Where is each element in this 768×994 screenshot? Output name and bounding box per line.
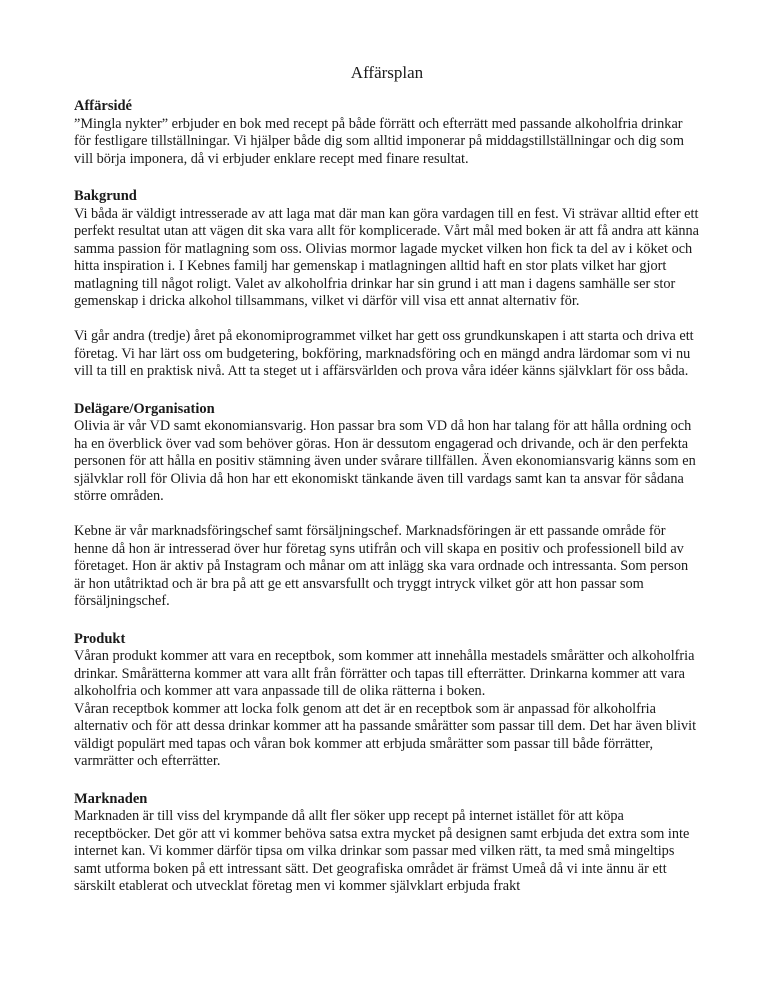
section-heading: Produkt <box>74 630 126 647</box>
paragraph: Våran produkt kommer att vara en receptbok, som kommer att innehålla mestadels smårätter och alkoholfria drinkar. Smårätterna kommer att vara allt från förrätter och tapas till efterrätter. Drinkarna kommer att vara alkoholfria och kommer att vara anpassade till de olika rätterna i boken. <box>74 648 695 699</box>
section-produkt <box>74 631 700 771</box>
paragraph: Vi båda är väldigt intresserade av att laga mat där man kan göra vardagen till en fest. Vi strävar alltid efter ett perfekt resultat utan att vägen dit ska vara allt för komplicerade. Vårt mål med boken är att få andra att känna samma passion för matlagning som oss. Olivias mormor lagade mycket vilken hon fick ta del av i köket och hitta inspiration i. I Kebnes familj har gemenskap i matlagningen alltid haft en stor plats vilket har gjort matlagning till något roligt. Valet av alkoholfria drinkar har sin grund i att man i dagens samhälle ser stor gemenskap i dricka alkohol tillsammans, vilket vi därför vill visa ett annat alternativ för. <box>74 205 699 309</box>
section-bakgrund <box>74 188 700 381</box>
paragraph: Olivia är vår VD samt ekonomiansvarig. Hon passar bra som VD då hon har talang för att hålla ordning och ha en överblick över vad som behöver göras. Hon är dessutom engagerad och drivande, och är den perfekta personen för att hålla en positiv stämning även under svårare tillfällen. Även ekonomiansvarig känns som en självklar roll för Olivia då hon har ett ekonomiskt tänkande även till vardags samt kan ta ansvar för sådana större områden. <box>74 418 696 504</box>
section-heading: Bakgrund <box>74 188 137 204</box>
paragraph: Våran receptbok kommer att locka folk genom att det är en receptbok som är anpassad för alkoholfria alternativ och för att dessa drinkar kommer att ha passande smårätter som passar till dem. Det har även blivit väldigt populärt med tapas och våran bok kommer att erbjuda smårätter som passar till både förrätter, varmrätter och efterrätter. <box>74 700 697 769</box>
section-affarside <box>74 98 700 168</box>
paragraph: Vi går andra (tredje) året på ekonomiprogrammet vilket har gett oss grundkunskapen i att starta och driva ett företag. Vi har lärt oss om budgetering, bokföring, marknadsföring och en mängd andra lärdomar som vi nu vill ta till en praktisk nivå. Att ta steget ut i affärsvärlden och prova våra idéer känns självklart för oss båda. <box>74 328 694 379</box>
section-heading: Marknaden <box>74 790 148 807</box>
document-page <box>74 62 700 916</box>
document-title: Affärsplan <box>350 63 424 82</box>
paragraph: ”Mingla nykter” erbjuder en bok med recept på både förrätt och efterrätt med passande alkoholfria drinkar för festligare tillställningar. Vi hjälper både dig som alltid imponerar på middagstillställningar och dig som vill börja imponera, då vi erbjuder enklare recept med finare resultat. <box>74 115 684 167</box>
paragraph: Marknaden är till viss del krympande då allt fler söker upp recept på internet istället för att köpa receptböcker. Det gör att vi kommer behöva satsa extra mycket på designen samt erbjuda det extra som inte internet kan. Vi kommer därför tipsa om vilka drinkar som passar med vilken rätt, ta med små mingeltips samt utforma boken på ett intressant sätt. Det geografiska området är främst Umeå då vi inte ännu är ett särskilt etablerat och utvecklat företag men vi kommer självklart erbjuda frakt <box>74 808 690 894</box>
paragraph: Kebne är vår marknadsföringschef samt försäljningschef. Marknadsföringen är ett passande område för henne då hon är intresserad över hur företag syns utifrån och vill skapa en positiv och professionell bild av företaget. Hon är aktiv på Instagram och månar om att inlägg ska vara ordnade och intressanta. Som person är hon utåtriktad och är bra på att ge ett ansvarsfullt och tryggt intryck vilket gör att hon passar som försäljningschef. <box>74 523 689 609</box>
section-marknaden <box>74 791 700 896</box>
section-heading: Affärsidé <box>74 98 132 114</box>
section-delagare-organisation <box>74 401 700 611</box>
section-heading: Delägare/Organisation <box>74 400 215 417</box>
